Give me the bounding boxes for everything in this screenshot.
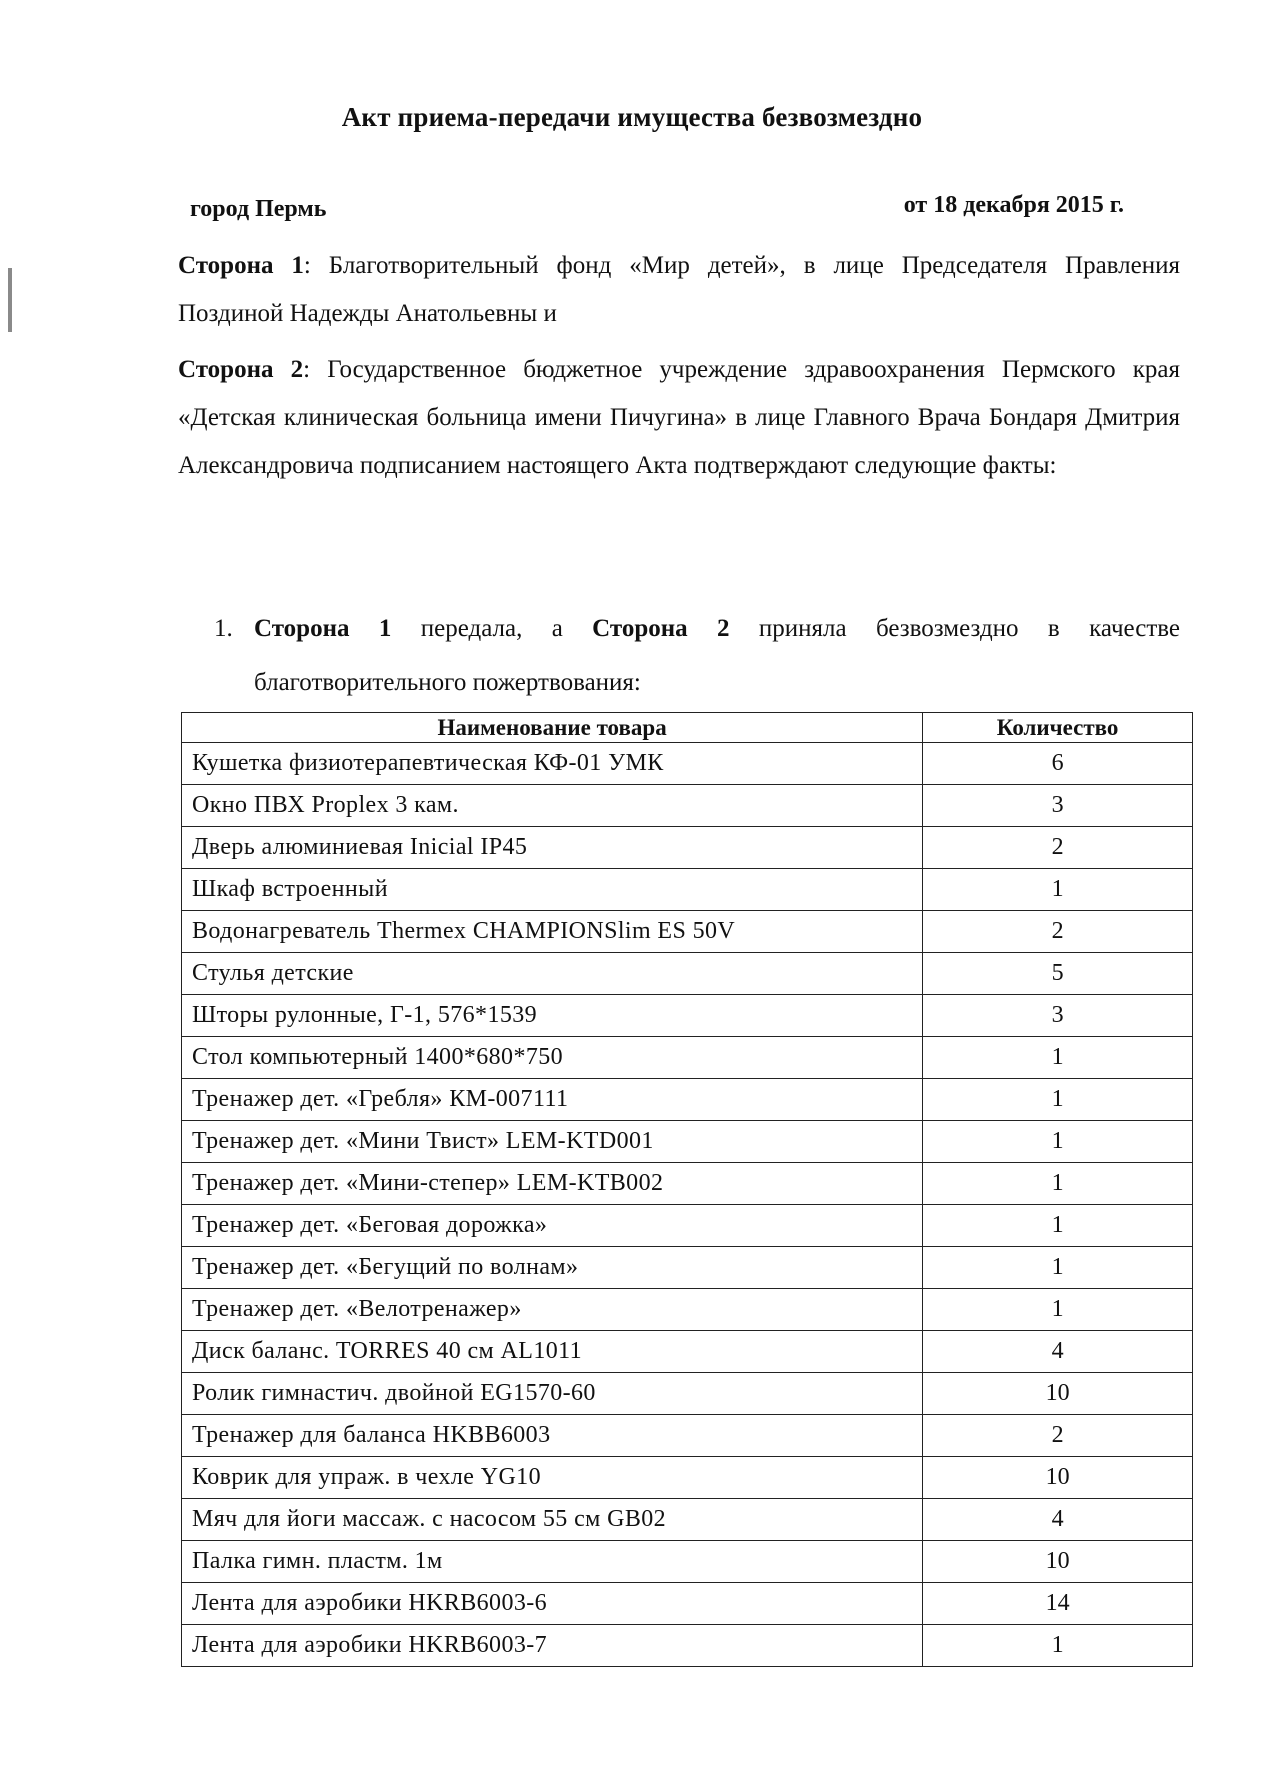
- item-name-cell: Палка гимн. пластм. 1м: [182, 1541, 923, 1583]
- item-quantity-cell: 10: [923, 1457, 1193, 1499]
- table-row: [182, 1499, 1193, 1541]
- party-1-paragraph: [178, 242, 1180, 338]
- table-row: [182, 1373, 1193, 1415]
- item-name-cell: Тренажер дет. «Беговая дорожка»: [182, 1205, 923, 1247]
- table-row: [182, 1247, 1193, 1289]
- item-quantity-cell: 10: [923, 1373, 1193, 1415]
- item-quantity-cell: 1: [923, 1163, 1193, 1205]
- clause-rest: приняла безвозмездно в качестве благотворительного пожертвования:: [254, 615, 1181, 696]
- table-row: [182, 785, 1193, 827]
- item-name-cell: Тренажер для баланса HKBB6003: [182, 1415, 923, 1457]
- table-row: [182, 869, 1193, 911]
- item-quantity-cell: 2: [923, 827, 1193, 869]
- header-quantity: Количество: [923, 713, 1193, 743]
- table-row: [182, 1583, 1193, 1625]
- item-name-cell: Стулья детские: [182, 953, 923, 995]
- table-row: [182, 743, 1193, 785]
- item-quantity-cell: 1: [923, 1247, 1193, 1289]
- item-quantity-cell: 1: [923, 1079, 1193, 1121]
- table-row: [182, 953, 1193, 995]
- party-1-label: Сторона 1: [178, 252, 304, 279]
- item-quantity-cell: 4: [923, 1499, 1193, 1541]
- party-2-paragraph: [178, 346, 1180, 490]
- item-name-cell: Мяч для йоги массаж. с насосом 55 см GB02: [182, 1499, 923, 1541]
- clause-middle: передала, а: [391, 615, 593, 642]
- item-name-cell: Водонагреватель Thermex CHAMPIONSlim ES 50V: [182, 911, 923, 953]
- table-row: [182, 1625, 1193, 1667]
- item-name-cell: Стол компьютерный 1400*680*750: [182, 1037, 923, 1079]
- item-quantity-cell: 1: [923, 1037, 1193, 1079]
- item-name-cell: Коврик для упраж. в чехле YG10: [182, 1457, 923, 1499]
- item-quantity-cell: 3: [923, 995, 1193, 1037]
- item-quantity-cell: 4: [923, 1331, 1193, 1373]
- item-quantity-cell: 5: [923, 953, 1193, 995]
- table-row: [182, 1457, 1193, 1499]
- item-name-cell: Кушетка физиотерапевтическая КФ-01 УМК: [182, 743, 923, 785]
- item-name-cell: Лента для аэробики HKRB6003-6: [182, 1583, 923, 1625]
- item-name-cell: Лента для аэробики HKRB6003-7: [182, 1625, 923, 1667]
- clause-1: [214, 602, 1180, 710]
- table-row: [182, 1163, 1193, 1205]
- table-row: [182, 911, 1193, 953]
- table-row: [182, 1037, 1193, 1079]
- clause-text: [254, 602, 1180, 710]
- item-name-cell: Шторы рулонные, Г-1, 576*1539: [182, 995, 923, 1037]
- scan-edge-mark: [8, 268, 12, 332]
- city-label: город Пермь: [190, 196, 327, 222]
- item-name-cell: Шкаф встроенный: [182, 869, 923, 911]
- item-quantity-cell: 1: [923, 869, 1193, 911]
- item-name-cell: Тренажер дет. «Велотренажер»: [182, 1289, 923, 1331]
- header-item-name: Наименование товара: [182, 713, 923, 743]
- items-table: [181, 712, 1193, 1667]
- table-row: [182, 1079, 1193, 1121]
- item-name-cell: Тренажер дет. «Мини Твист» LEM-KTD001: [182, 1121, 923, 1163]
- clause-party-2: Сторона 2: [592, 615, 730, 642]
- clause-party-1: Сторона 1: [254, 615, 392, 642]
- item-name-cell: Тренажер дет. «Бегущий по волнам»: [182, 1247, 923, 1289]
- table-row: [182, 827, 1193, 869]
- party-2-text: : Государственное бюджетное учреждение здравоохранения Пермского края «Детская клиническая больница имени Пичугина» в лице Главного Врача Бондаря Дмитрия Александровича подписанием настоящего Акта подтверждают следующие факты:: [178, 356, 1180, 479]
- item-name-cell: Диск баланс. TORRES 40 см AL1011: [182, 1331, 923, 1373]
- table-row: [182, 1121, 1193, 1163]
- document-title: Акт приема-передачи имущества безвозмездно: [341, 102, 923, 132]
- item-name-cell: Тренажер дет. «Мини-степер» LEM-KTB002: [182, 1163, 923, 1205]
- party-1-text: : Благотворительный фонд «Мир детей», в лице Председателя Правления Поздиной Надежды Анатольевны и: [178, 252, 1180, 327]
- item-name-cell: Окно ПВХ Proplex 3 кам.: [182, 785, 923, 827]
- item-name-cell: Дверь алюминиевая Inicial IP45: [182, 827, 923, 869]
- item-quantity-cell: 2: [923, 1415, 1193, 1457]
- table-row: [182, 995, 1193, 1037]
- date-label: от 18 декабря 2015 г.: [903, 192, 1124, 218]
- clause-number: 1.: [214, 615, 233, 642]
- item-quantity-cell: 14: [923, 1583, 1193, 1625]
- table-body: [182, 743, 1193, 1667]
- table-row: [182, 1289, 1193, 1331]
- item-quantity-cell: 1: [923, 1205, 1193, 1247]
- table-row: [182, 1415, 1193, 1457]
- item-quantity-cell: 2: [923, 911, 1193, 953]
- item-name-cell: Ролик гимнастич. двойной EG1570-60: [182, 1373, 923, 1415]
- item-quantity-cell: 3: [923, 785, 1193, 827]
- item-quantity-cell: 1: [923, 1121, 1193, 1163]
- table-header-row: [182, 713, 1193, 743]
- party-2-label: Сторона 2: [178, 356, 304, 383]
- table-row: [182, 1541, 1193, 1583]
- item-quantity-cell: 6: [923, 743, 1193, 785]
- item-name-cell: Тренажер дет. «Гребля» КМ-007111: [182, 1079, 923, 1121]
- table-row: [182, 1205, 1193, 1247]
- item-quantity-cell: 1: [923, 1289, 1193, 1331]
- item-quantity-cell: 10: [923, 1541, 1193, 1583]
- item-quantity-cell: 1: [923, 1625, 1193, 1667]
- table-row: [182, 1331, 1193, 1373]
